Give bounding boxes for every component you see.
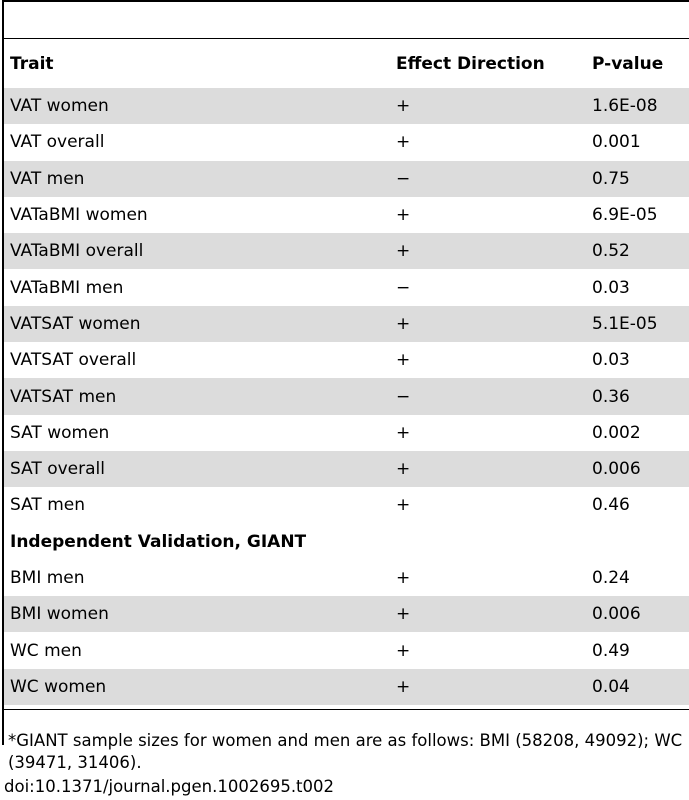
effect-direction-cell: + <box>396 568 411 588</box>
table-row <box>4 632 689 668</box>
effect-direction-cell: + <box>396 604 411 625</box>
effect-direction-cell: + <box>396 676 411 697</box>
header-effect-direction: Effect Direction <box>396 53 545 74</box>
p-value-cell: 0.49 <box>592 640 630 661</box>
table-row <box>4 161 689 197</box>
p-value-cell: 0.75 <box>592 168 630 189</box>
trait-cell: VAT overall <box>10 132 105 153</box>
section-label: Independent Validation, GIANT <box>10 531 307 552</box>
table-row <box>4 560 689 596</box>
p-value-cell: 0.03 <box>592 350 630 371</box>
effect-direction-cell: + <box>396 640 411 661</box>
trait-cell: VAT men <box>10 168 85 189</box>
p-value-cell: 0.52 <box>592 241 630 262</box>
trait-cell: BMI men <box>10 568 85 588</box>
table-footnote: *GIANT sample sizes for women and men are as follows: BMI (58208, 49092); WC (39471, 31406). <box>8 731 683 772</box>
p-value-cell: 0.006 <box>592 604 641 625</box>
table-header-row <box>4 39 689 88</box>
p-value-cell: 5.1E-05 <box>592 313 658 334</box>
p-value-cell: 0.03 <box>592 277 630 298</box>
effect-direction-cell: + <box>396 422 411 443</box>
trait-cell: SAT men <box>10 495 85 516</box>
results-table <box>4 39 689 705</box>
trait-cell: VATaBMI overall <box>10 241 144 262</box>
table-body <box>4 88 689 524</box>
doi-link[interactable]: doi:10.1371/journal.pgen.1002695.t002 <box>4 777 335 796</box>
effect-direction-cell: + <box>396 241 411 262</box>
trait-cell: WC men <box>10 640 82 661</box>
effect-direction-cell: − <box>396 277 411 298</box>
header-p-value: P-value <box>592 53 664 74</box>
table-frame-top <box>2 0 689 2</box>
p-value-cell: 1.6E-08 <box>592 96 658 117</box>
p-value-cell: 0.24 <box>592 568 630 588</box>
table-row <box>4 233 689 269</box>
effect-direction-cell: + <box>396 350 411 371</box>
effect-direction-cell: + <box>396 495 411 516</box>
effect-direction-cell: − <box>396 168 411 189</box>
section-body <box>4 560 689 705</box>
effect-direction-cell: + <box>396 132 411 153</box>
trait-cell: SAT women <box>10 422 110 443</box>
trait-cell: BMI women <box>10 604 109 625</box>
p-value-cell: 0.04 <box>592 676 630 697</box>
table-row <box>4 306 689 342</box>
p-value-cell: 0.36 <box>592 386 630 407</box>
table-row <box>4 88 689 124</box>
p-value-cell: 6.9E-05 <box>592 205 658 226</box>
trait-cell: VATaBMI men <box>10 277 124 298</box>
table-bottom-rule <box>4 709 689 710</box>
effect-direction-cell: + <box>396 205 411 226</box>
table-row <box>4 378 689 414</box>
table-row <box>4 487 689 523</box>
trait-cell: WC women <box>10 676 107 697</box>
p-value-cell: 0.001 <box>592 132 641 153</box>
trait-cell: VATSAT overall <box>10 350 137 371</box>
table-row <box>4 269 689 305</box>
trait-cell: VATSAT women <box>10 313 141 334</box>
trait-cell: VATSAT men <box>10 386 117 407</box>
effect-direction-cell: + <box>396 459 411 480</box>
effect-direction-cell: − <box>396 386 411 407</box>
p-value-cell: 0.46 <box>592 495 630 516</box>
trait-cell: VAT women <box>10 96 109 117</box>
trait-cell: VATaBMI women <box>10 205 148 226</box>
table-row <box>4 669 689 705</box>
header-trait: Trait <box>10 53 54 74</box>
table-row <box>4 342 689 378</box>
p-value-cell: 0.002 <box>592 422 641 443</box>
effect-direction-cell: + <box>396 313 411 334</box>
table-row <box>4 415 689 451</box>
table-row <box>4 451 689 487</box>
section-header-row <box>4 524 689 560</box>
table-row <box>4 596 689 632</box>
effect-direction-cell: + <box>396 96 411 117</box>
table-row <box>4 124 689 160</box>
trait-cell: SAT overall <box>10 459 105 480</box>
p-value-cell: 0.006 <box>592 459 641 480</box>
table-row <box>4 197 689 233</box>
